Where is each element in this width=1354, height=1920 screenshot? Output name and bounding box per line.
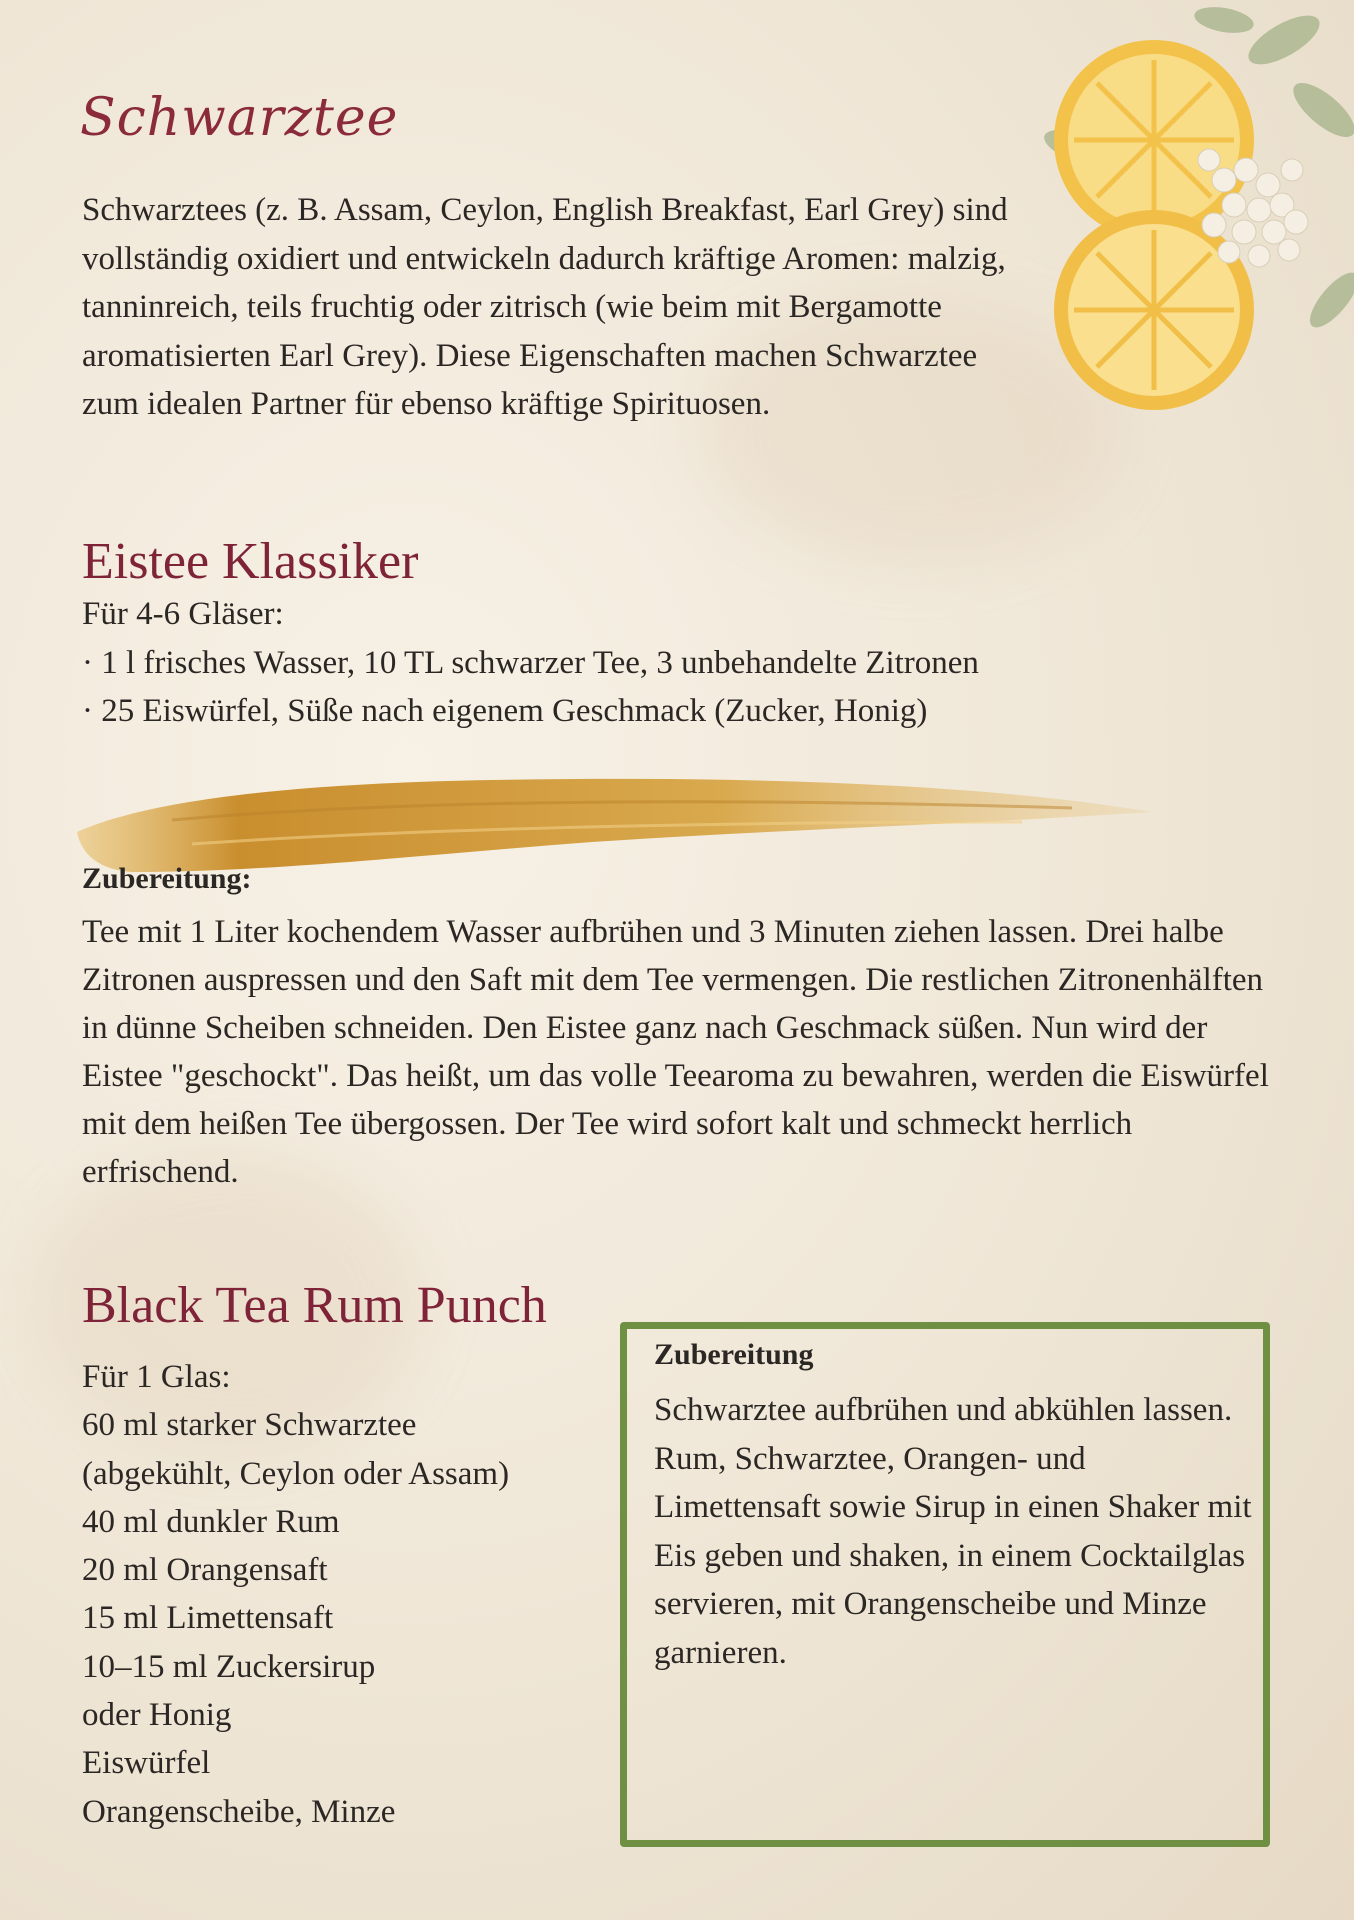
ingredients-line: · 1 l frisches Wasser, 10 TL schwarzer Tee, 3 unbehandelte Zitronen (82, 645, 979, 681)
prep-label-eistee: Zubereitung: (82, 862, 252, 895)
recipe-title-rum-punch: Black Tea Rum Punch (82, 1277, 547, 1334)
list-item: 15 ml Limettensaft (82, 1600, 334, 1637)
prep-label-rum-punch: Zubereitung (654, 1338, 814, 1371)
list-item: Eiswürfel (82, 1745, 211, 1782)
lemon-elderflower-decoration (1024, 0, 1354, 470)
list-item: Orangenscheibe, Minze (82, 1793, 396, 1830)
prep-text-rum-punch: Schwarztee aufbrühen und abkühlen lassen. Rum, Schwarztee, Orangen- und Limettensaft sowie Sirup in einen Shaker mit Eis geben und shaken, in einem Cocktailglas servieren, mit Orangenscheibe und Minze garnieren. (654, 1392, 1252, 1671)
recipe-title-eistee: Eistee Klassiker (82, 533, 419, 590)
servings-eistee: Für 4-6 Gläser: (82, 596, 284, 632)
list-item: 40 ml dunkler Rum (82, 1503, 340, 1540)
list-item: 10–15 ml Zuckersirup (82, 1648, 376, 1685)
prep-text-eistee: Tee mit 1 Liter kochendem Wasser aufbrühen und 3 Minuten ziehen lassen. Drei halbe Zitronen auspressen und den Saft mit dem Tee vermengen. Die restlichen Zitronenhälften in dünne Scheiben schneiden. Den Eistee ganz nach Geschmack süßen. Nun wird der Eistee "geschockt". Das heißt, um das volle Teearoma zu bewahren, werden die Eiswürfel mit dem heißen Tee übergossen. Der Tee wird sofort kalt und schmeckt herrlich erfrischend. (82, 914, 1269, 1190)
list-item: 60 ml starker Schwarztee (82, 1407, 417, 1444)
list-item: 20 ml Orangensaft (82, 1552, 328, 1589)
list-item: (abgekühlt, Ceylon oder Assam) (82, 1455, 510, 1492)
list-item: Für 1 Glas: (82, 1359, 231, 1395)
page-title: Schwarztee (80, 88, 399, 148)
intro-paragraph: Schwarztees (z. B. Assam, Ceylon, English Breakfast, Earl Grey) sind vollständig oxidiert und entwickeln dadurch kräftige Aromen: malzig, tanninreich, teils fruchtig oder zitrisch (wie beim mit Bergamotte aromatisierten Earl Grey). Diese Eigenschaften machen Schwarztee zum idealen Partner für ebenso kräftige Spirituosen. (82, 192, 1008, 422)
list-item: oder Honig (82, 1697, 232, 1734)
ingredients-list-rum-punch (82, 1353, 509, 1836)
ingredients-line: · 25 Eiswürfel, Süße nach eigenem Geschmack (Zucker, Honig) (82, 693, 928, 729)
